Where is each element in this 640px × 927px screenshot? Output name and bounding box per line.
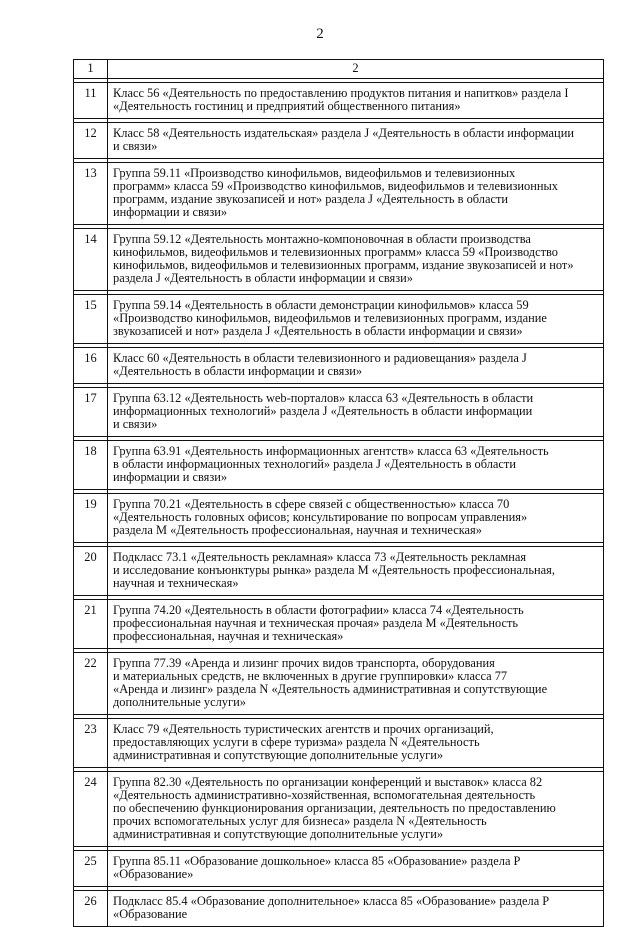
row-number: 23 (74, 719, 108, 768)
row-description (108, 83, 604, 119)
description-line: прочих вспомогательных услуг для бизнеса» раздела N «Деятельность (113, 814, 487, 828)
row-description (108, 295, 604, 344)
row-number: 21 (74, 600, 108, 649)
header-col-1: 1 (74, 60, 108, 79)
row-description (108, 163, 604, 225)
description-line: Группа 82.30 «Деятельность по организации конференций и выставок» класса 82 (113, 775, 543, 789)
row-number: 11 (74, 83, 108, 119)
row-number: 14 (74, 229, 108, 291)
table-row (74, 653, 604, 715)
row-description (108, 600, 604, 649)
row-number: 26 (74, 891, 108, 927)
row-number: 16 (74, 348, 108, 384)
row-number: 20 (74, 547, 108, 596)
description-line: дополнительные услуги» (113, 695, 246, 709)
row-description (108, 772, 604, 847)
description-line: в области информационных технологий» раздела J «Деятельность в области (113, 457, 516, 471)
row-description (108, 441, 604, 490)
description-line: научная и техническая» (113, 576, 239, 590)
header-col-2: 2 (108, 60, 604, 79)
description-line: и исследование конъюнктуры рынка» раздела М «Деятельность профессиональная, (113, 563, 555, 577)
description-line: и связи» (113, 417, 158, 431)
row-description (108, 891, 604, 927)
table-row (74, 851, 604, 887)
description-line: Класс 79 «Деятельность туристических агентств и прочих организаций, (113, 722, 494, 736)
table-row (74, 600, 604, 649)
table-header-row (74, 60, 604, 79)
table-row (74, 163, 604, 225)
description-line: звукозаписей и нот» раздела J «Деятельность в области информации и связи» (113, 324, 523, 338)
row-number: 18 (74, 441, 108, 490)
description-line: Группа 74.20 «Деятельность в области фотографии» класса 74 «Деятельность (113, 603, 524, 617)
description-line: Группа 77.39 «Аренда и лизинг прочих видов транспорта, оборудования (113, 656, 495, 670)
row-description (108, 719, 604, 768)
page-number: 2 (316, 26, 324, 42)
row-number: 17 (74, 388, 108, 437)
description-line: «Аренда и лизинг» раздела N «Деятельность административная и сопутствующие (113, 682, 548, 696)
description-line: Класс 60 «Деятельность в области телевизионного и радиовещания» раздела J (113, 351, 527, 365)
description-line: «Производство кинофильмов, видеофильмов и телевизионных программ, издание (113, 311, 547, 325)
table-row (74, 772, 604, 847)
description-line: Группа 63.12 «Деятельность web-порталов» класса 63 «Деятельность в области (113, 391, 534, 405)
description-line: информации и связи» (113, 470, 228, 484)
description-line: программ, издание звукозаписей и нот» раздела J «Деятельность в области (113, 192, 508, 206)
row-number: 25 (74, 851, 108, 887)
description-line: и связи» (113, 139, 158, 153)
description-line: Подкласс 73.1 «Деятельность рекламная» класса 73 «Деятельность рекламная (113, 550, 527, 564)
description-line: Группа 59.12 «Деятельность монтажно-компоновочная в области производства (113, 232, 531, 246)
table-row (74, 891, 604, 927)
description-line: Группа 59.11 «Производство кинофильмов, видеофильмов и телевизионных (113, 166, 516, 180)
row-description (108, 348, 604, 384)
row-description (108, 388, 604, 437)
description-line: административная и сопутствующие дополнительные услуги» (113, 748, 444, 762)
description-line: информационных технологий» раздела J «Деятельность в области информации (113, 404, 533, 418)
description-line: Подкласс 85.4 «Образование дополнительное» класса 85 «Образование» раздела Р (113, 894, 550, 908)
description-line: профессиональная научная и техническая прочая» раздела М «Деятельность (113, 616, 519, 630)
table-row (74, 123, 604, 159)
description-line: «Деятельность в области информации и связи» (113, 364, 363, 378)
description-line: Группа 63.91 «Деятельность информационных агентств» класса 63 «Деятельность (113, 444, 549, 458)
row-number: 22 (74, 653, 108, 715)
table-row (74, 229, 604, 291)
row-number: 15 (74, 295, 108, 344)
table-row (74, 295, 604, 344)
table-row (74, 719, 604, 768)
description-line: «Деятельность головных офисов; консультирование по вопросам управления» (113, 510, 528, 524)
description-line: «Деятельность гостиниц и предприятий общественного питания» (113, 99, 461, 113)
description-line: профессиональная, научная и техническая» (113, 629, 344, 643)
description-line: Класс 58 «Деятельность издательская» раздела J «Деятельность в области информации (113, 126, 574, 140)
activity-table (73, 59, 604, 927)
table-row (74, 388, 604, 437)
row-number: 12 (74, 123, 108, 159)
table-row (74, 348, 604, 384)
description-line: и материальных средств, не включенных в другие группировки» класса 77 (113, 669, 508, 683)
description-line: административная и сопутствующие дополнительные услуги» (113, 827, 444, 841)
row-description (108, 653, 604, 715)
row-number: 13 (74, 163, 108, 225)
table-body (74, 60, 604, 927)
row-description (108, 229, 604, 291)
description-line: «Деятельность административно-хозяйственная, вспомогательная деятельность (113, 788, 536, 802)
table-row (74, 547, 604, 596)
description-line: предоставляющих услуги в сфере туризма» раздела N «Деятельность (113, 735, 480, 749)
description-line: «Образование» (113, 867, 194, 881)
description-line: Группа 85.11 «Образование дошкольное» класса 85 «Образование» раздела Р (113, 854, 521, 868)
description-line: раздела J «Деятельность в области информации и связи» (113, 271, 413, 285)
description-line: информации и связи» (113, 205, 228, 219)
description-line: Группа 70.21 «Деятельность в сфере связей с общественностью» класса 70 (113, 497, 510, 511)
description-line: раздела М «Деятельность профессиональная, научная и техническая» (113, 523, 482, 537)
description-line: Класс 56 «Деятельность по предоставлению продуктов питания и напитков» раздела I (113, 86, 569, 100)
table-row (74, 494, 604, 543)
table-row (74, 83, 604, 119)
table-row (74, 441, 604, 490)
row-description (108, 547, 604, 596)
row-description (108, 494, 604, 543)
description-line: «Образование (113, 907, 188, 921)
description-line: по обеспечению функционирования организации, деятельность по предоставлению (113, 801, 556, 815)
row-number: 19 (74, 494, 108, 543)
row-number: 24 (74, 772, 108, 847)
description-line: программ» класса 59 «Производство кинофильмов, видеофильмов и телевизионных (113, 179, 558, 193)
description-line: кинофильмов, видеофильмов и телевизионных программ» класса 59 «Производство (113, 245, 558, 259)
description-line: кинофильмов, видеофильмов и телевизионных программ, издание звукозаписей и нот» (113, 258, 574, 272)
row-description (108, 123, 604, 159)
row-description (108, 851, 604, 887)
description-line: Группа 59.14 «Деятельность в области демонстрации кинофильмов» класса 59 (113, 298, 529, 312)
